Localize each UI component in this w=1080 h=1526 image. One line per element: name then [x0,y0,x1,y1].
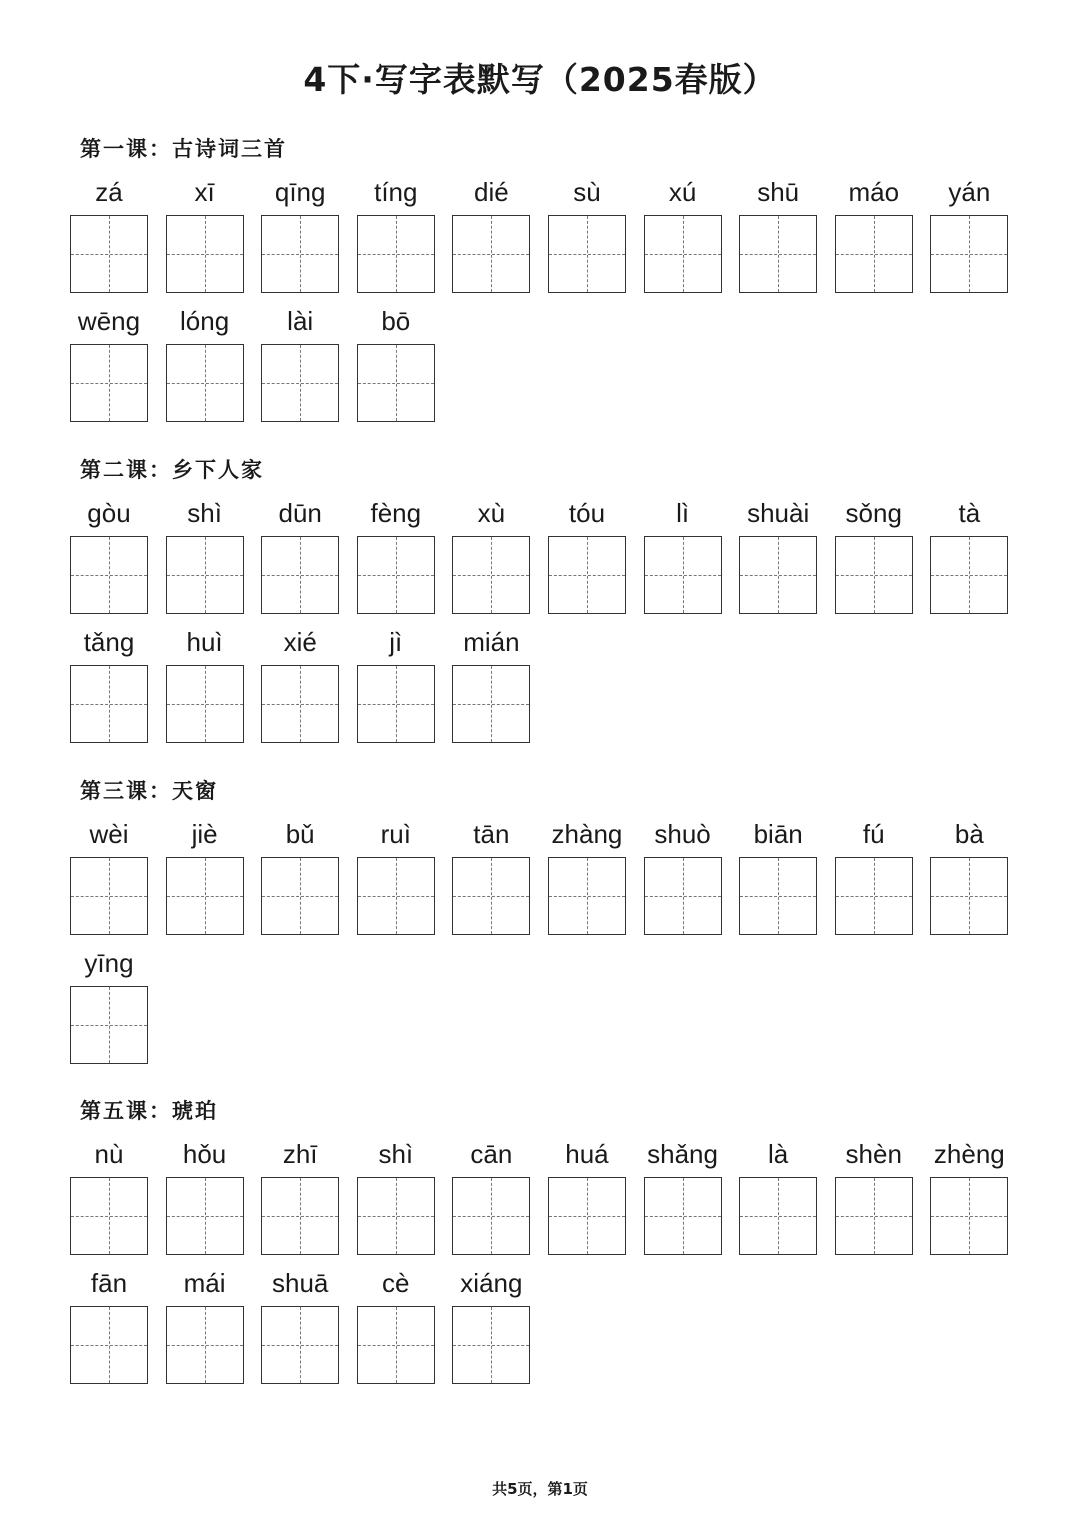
guide-line-horizontal [262,575,338,576]
guide-line-horizontal [645,575,721,576]
guide-line-horizontal [71,254,147,255]
guide-line-horizontal [358,896,434,897]
guide-line-horizontal [71,1216,147,1217]
character-cell [166,1261,244,1386]
writing-box [739,215,817,293]
writing-box [70,215,148,293]
lesson-title: 第一课：古诗词三首 [80,136,287,161]
guide-line-horizontal [358,1345,434,1346]
pinyin-label: tà [958,498,981,528]
character-cell [930,170,1008,295]
writing-box [357,857,435,935]
character-cell [70,299,148,424]
pinyin-label: shuò [654,819,711,849]
guide-line-horizontal [453,704,529,705]
guide-line-horizontal [262,383,338,384]
pinyin-label: fān [90,1268,128,1298]
character-cell [930,491,1008,616]
pinyin-label: huá [565,1139,609,1169]
guide-line-horizontal [645,1216,721,1217]
pinyin-label: shì [378,1139,414,1169]
writing-box [548,1177,626,1255]
page-footer: 共5页，第1页 [492,1480,588,1498]
pinyin-label: huì [186,627,223,657]
guide-line-horizontal [740,1216,816,1217]
character-cell [70,941,148,1066]
pinyin-label: wèi [89,819,129,849]
pinyin-label: gòu [87,498,131,528]
pinyin-label: shǎng [647,1139,718,1169]
writing-box [166,1177,244,1255]
writing-box [739,857,817,935]
guide-line-horizontal [549,575,625,576]
character-cell [166,299,244,424]
writing-box [261,215,339,293]
writing-box [644,536,722,614]
character-cell [261,170,339,295]
guide-line-horizontal [836,575,912,576]
character-cell [70,491,148,616]
pinyin-label: biān [753,819,803,849]
guide-line-horizontal [836,896,912,897]
character-cell [739,170,817,295]
guide-line-horizontal [549,1216,625,1217]
pinyin-label: dūn [278,498,322,528]
writing-box [70,536,148,614]
guide-line-horizontal [71,575,147,576]
guide-line-horizontal [71,1345,147,1346]
character-cell [261,812,339,937]
writing-box [452,536,530,614]
character-cell [357,620,435,745]
pinyin-label: mián [463,627,520,657]
character-cell [452,1132,530,1257]
writing-box [452,1177,530,1255]
guide-line-horizontal [167,1216,243,1217]
writing-box [452,215,530,293]
page-title: 4下·写字表默写（2025春版） [303,60,777,99]
guide-line-horizontal [740,896,816,897]
pinyin-label: zhī [282,1139,318,1169]
lesson-title: 第三课：天窗 [80,778,218,803]
guide-line-horizontal [453,1345,529,1346]
pinyin-label: tǎng [83,627,135,657]
guide-line-horizontal [645,896,721,897]
pinyin-label: shì [187,498,222,528]
writing-box [261,344,339,422]
character-cell [70,1261,148,1386]
character-cell [548,491,626,616]
guide-line-horizontal [262,1345,338,1346]
guide-line-horizontal [740,254,816,255]
writing-box [261,1177,339,1255]
pinyin-label: cān [470,1139,513,1169]
character-cell [357,170,435,295]
guide-line-horizontal [453,254,529,255]
character-cell [452,812,530,937]
character-cell [357,1261,435,1386]
guide-line-horizontal [71,383,147,384]
pinyin-label: dié [474,177,509,207]
character-cell [644,170,722,295]
guide-line-horizontal [453,1216,529,1217]
writing-box [70,1177,148,1255]
writing-box [166,665,244,743]
writing-grid [70,491,1030,745]
pinyin-label: cè [382,1268,410,1298]
pinyin-label: bà [954,819,984,849]
lesson-title: 第五课：琥珀 [80,1098,218,1123]
pinyin-label: tān [473,819,510,849]
writing-box [166,857,244,935]
writing-grid [70,1132,1030,1386]
character-cell [261,1261,339,1386]
writing-box [930,536,1008,614]
character-cell [261,620,339,745]
writing-box [357,536,435,614]
character-cell [70,812,148,937]
writing-box [261,665,339,743]
pinyin-label: xù [477,498,506,528]
guide-line-horizontal [358,704,434,705]
writing-box [261,536,339,614]
guide-line-horizontal [645,254,721,255]
writing-box [166,536,244,614]
writing-box [452,665,530,743]
character-cell [357,1132,435,1257]
character-cell [166,170,244,295]
guide-line-horizontal [453,896,529,897]
writing-box [835,1177,913,1255]
character-cell [357,812,435,937]
writing-box [166,215,244,293]
pinyin-label: lài [287,306,314,336]
character-cell [930,1132,1008,1257]
writing-box [548,536,626,614]
writing-box [644,1177,722,1255]
character-cell [644,812,722,937]
pinyin-label: xú [668,177,697,207]
character-cell [166,812,244,937]
pinyin-label: máo [848,177,900,207]
character-cell [70,170,148,295]
pinyin-label: jiè [191,819,218,849]
guide-line-horizontal [167,383,243,384]
pinyin-label: sǒng [845,498,902,528]
pinyin-label: nù [94,1139,124,1169]
writing-box [357,215,435,293]
writing-box [835,215,913,293]
writing-box [930,1177,1008,1255]
character-cell [70,620,148,745]
guide-line-horizontal [262,1216,338,1217]
character-cell [452,620,530,745]
writing-box [70,1306,148,1384]
guide-line-horizontal [262,704,338,705]
character-cell [261,299,339,424]
writing-box [70,986,148,1064]
pinyin-label: yán [948,177,991,207]
writing-box [357,344,435,422]
pinyin-label: hǒu [182,1139,227,1169]
writing-box [452,857,530,935]
writing-grid [70,812,1030,1066]
guide-line-horizontal [358,254,434,255]
pinyin-label: lóng [180,306,230,336]
character-cell [548,1132,626,1257]
guide-line-horizontal [931,1216,1007,1217]
pinyin-label: bǔ [285,819,315,849]
writing-box [70,344,148,422]
guide-line-horizontal [549,896,625,897]
guide-line-horizontal [71,704,147,705]
writing-box [739,1177,817,1255]
character-cell [452,491,530,616]
character-cell [166,491,244,616]
character-cell [644,1132,722,1257]
pinyin-label: ruì [380,819,411,849]
pinyin-label: wēng [77,306,141,336]
character-cell [70,1132,148,1257]
writing-grid [70,170,1030,424]
writing-box [548,857,626,935]
writing-box [261,1306,339,1384]
guide-line-horizontal [71,1025,147,1026]
guide-line-horizontal [358,1216,434,1217]
writing-box [70,857,148,935]
character-cell [835,491,913,616]
pinyin-label: shuài [747,498,810,528]
character-cell [261,491,339,616]
writing-box [261,857,339,935]
guide-line-horizontal [167,704,243,705]
pinyin-label: yīng [84,948,134,978]
character-cell [166,1132,244,1257]
character-cell [930,812,1008,937]
guide-line-horizontal [931,896,1007,897]
character-cell [357,491,435,616]
guide-line-horizontal [549,254,625,255]
character-cell [261,1132,339,1257]
guide-line-horizontal [167,254,243,255]
writing-box [835,536,913,614]
guide-line-horizontal [836,1216,912,1217]
pinyin-label: xī [194,177,215,207]
character-cell [452,1261,530,1386]
pinyin-label: shuā [271,1268,329,1298]
pinyin-label: xiáng [460,1268,523,1298]
writing-box [357,1306,435,1384]
writing-box [166,1306,244,1384]
guide-line-horizontal [836,254,912,255]
writing-box [835,857,913,935]
pinyin-label: qīng [274,177,326,207]
pinyin-label: fú [862,819,885,849]
writing-box [357,665,435,743]
pinyin-label: là [768,1139,789,1169]
character-cell [835,812,913,937]
pinyin-label: mái [183,1268,226,1298]
pinyin-label: zhèng [933,1139,1005,1169]
pinyin-label: sù [573,177,601,207]
character-cell [739,491,817,616]
character-cell [166,620,244,745]
writing-box [644,215,722,293]
guide-line-horizontal [931,575,1007,576]
pinyin-label: shèn [845,1139,902,1169]
writing-box [166,344,244,422]
guide-line-horizontal [167,1345,243,1346]
guide-line-horizontal [453,575,529,576]
pinyin-label: tíng [374,177,418,207]
guide-line-horizontal [740,575,816,576]
pinyin-label: zhàng [551,819,623,849]
character-cell [739,1132,817,1257]
guide-line-horizontal [931,254,1007,255]
pinyin-label: xié [283,627,317,657]
writing-box [739,536,817,614]
writing-box [452,1306,530,1384]
guide-line-horizontal [167,575,243,576]
pinyin-label: tóu [568,498,606,528]
character-cell [548,170,626,295]
character-cell [835,170,913,295]
guide-line-horizontal [358,383,434,384]
writing-box [930,857,1008,935]
writing-box [357,1177,435,1255]
writing-box [930,215,1008,293]
writing-box [548,215,626,293]
character-cell [548,812,626,937]
guide-line-horizontal [358,575,434,576]
pinyin-label: jì [389,627,403,657]
guide-line-horizontal [71,896,147,897]
lesson-title: 第二课：乡下人家 [80,457,264,482]
writing-box [644,857,722,935]
writing-box [70,665,148,743]
character-cell [835,1132,913,1257]
guide-line-horizontal [262,254,338,255]
pinyin-label: fèng [370,498,422,528]
character-cell [644,491,722,616]
character-cell [739,812,817,937]
pinyin-label: shū [757,177,800,207]
guide-line-horizontal [167,896,243,897]
character-cell [452,170,530,295]
guide-line-horizontal [262,896,338,897]
pinyin-label: bō [381,306,411,336]
character-cell [357,299,435,424]
pinyin-label: zá [95,177,123,207]
pinyin-label: lì [676,498,690,528]
